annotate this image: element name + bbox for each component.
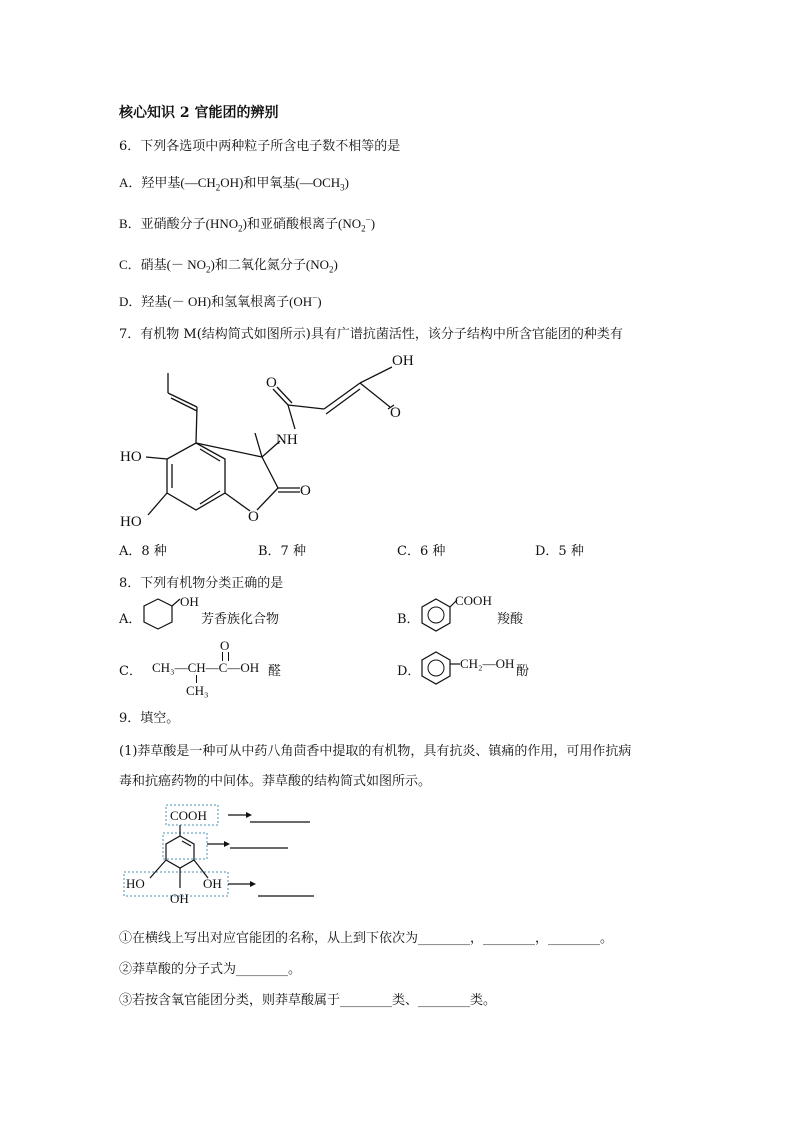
q8-option-c-double-bond: [222, 652, 229, 661]
q7-ho-lower-label: HO: [120, 514, 142, 530]
q7-ring-o-label: O: [248, 509, 259, 525]
q7-ho-upper-label: HO: [120, 449, 142, 465]
q7-amide-o-label: O: [266, 375, 277, 391]
q6-option-b: B．亚硝酸分子$(HNO_2)$和亚硝酸根离子$(NO_2^-)$: [119, 214, 376, 234]
q9-oh-right-label: OH: [203, 876, 222, 891]
q8-option-a-cyclohexanol: [142, 594, 202, 634]
q6-stem: 6．下列各选项中两种粒子所含电子数不相等的是: [119, 139, 401, 154]
q8-a-oh-label: OH: [180, 594, 199, 609]
q7-option-d: D．5 种: [535, 544, 584, 559]
q9-paragraph-line1: (1)莽草酸是一种可从中药八角茴香中提取的有机物，具有抗炎、镇痛的作用，可用作抗病: [119, 744, 632, 759]
q8-option-b-benzoic-acid: [420, 592, 500, 634]
q8-option-a-text: 芳香族化合物: [201, 612, 280, 627]
q7-option-c: C．6 种: [397, 544, 446, 559]
q7-stem: 7．有机物 M(结构简式如图所示)具有广谱抗菌活性，该分子结构中所含官能团的种类有: [119, 327, 623, 342]
q8-option-d-text: 酚: [516, 664, 530, 679]
q9-subquestion-1: ①在横线上写出对应官能团的名称，从上到下依次为________，________，________。: [119, 931, 614, 946]
q7-oh-label: OH: [392, 353, 414, 369]
q9-shikimic-acid-diagram: [118, 800, 328, 910]
q8-option-c-text: 醛: [268, 664, 282, 679]
q7-acid-o-label: O: [390, 405, 401, 421]
q9-cooh-label: COOH: [170, 808, 207, 823]
q6-option-d: D．羟基(－ OH)和氢氧根离子(OH−): [119, 292, 322, 309]
q8-option-c-carbonyl-o: O: [220, 638, 230, 653]
q8-option-c-label: C．: [119, 664, 142, 679]
q8-option-c-methyl: CH₃: [186, 683, 209, 698]
q8-option-a-label: A．: [119, 612, 142, 627]
q8-option-c-branch-bond: [196, 675, 197, 683]
q8-b-cooh-label: COOH: [455, 593, 492, 608]
q6-option-c: C．硝基(－ $NO_2$)和二氧化氮分子$(NO_2)$: [119, 257, 338, 275]
q8-d-ch2oh-label: CH₂—OH: [460, 656, 515, 671]
q7-nh-label: NH: [276, 432, 298, 448]
q7-structure-diagram: [110, 345, 430, 535]
q8-option-d-label: D．: [397, 664, 421, 679]
q8-option-b-text: 羧酸: [497, 612, 524, 627]
q7-option-a: A．8 种: [119, 544, 167, 559]
q8-option-c-formula: CH₃—CH—C—OH: [152, 660, 260, 675]
q9-ho-left-label: HO: [126, 876, 145, 891]
q6-option-a: A．羟甲基$(—CH_2OH)$和甲氧基$(—OCH_3)$: [119, 175, 350, 193]
q8-stem: 8．下列有机物分类正确的是: [119, 576, 284, 591]
q8-option-d-benzyl-alcohol: [420, 650, 520, 686]
q9-paragraph-line2: 毒和抗癌药物的中间体。莽草酸的结构简式如图所示。: [119, 774, 432, 789]
q9-subquestion-3: ③若按含氧官能团分类，则莽草酸属于________类、________类。: [119, 993, 497, 1008]
q7-option-b: B．7 种: [258, 544, 306, 559]
section-title: 核心知识 2 官能团的辨别: [119, 105, 279, 121]
q9-double-bond-box: [163, 833, 207, 859]
q9-oh-bottom-label: OH: [170, 891, 189, 906]
q9-subquestion-2: ②莽草酸的分子式为________。: [119, 962, 302, 977]
q8-option-b-label: B．: [397, 612, 420, 627]
q7-carbonyl-o-label: O: [300, 483, 311, 499]
q9-stem: 9．填空。: [119, 711, 180, 726]
